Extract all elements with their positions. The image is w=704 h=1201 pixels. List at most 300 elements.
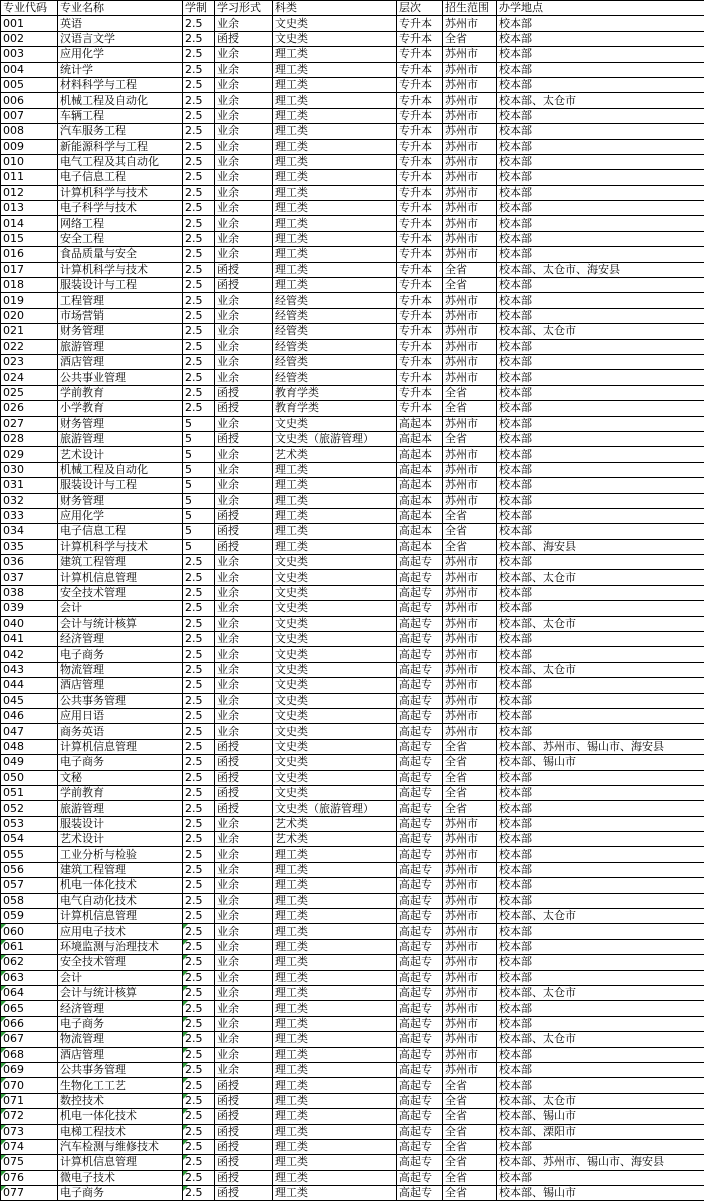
level-cell: 专升本	[397, 62, 443, 77]
duration-cell: 2.5	[183, 647, 215, 662]
major-cell: 机械工程及自动化	[58, 93, 183, 108]
location-cell: 校本部	[497, 385, 704, 400]
code-cell: 026	[1, 401, 58, 416]
scope-cell: 全省	[443, 401, 497, 416]
table-row	[1, 1186, 704, 1201]
duration-cell: 2.5	[183, 678, 215, 693]
location-cell: 校本部、锡山市	[497, 755, 704, 770]
duration-cell: 2.5	[183, 62, 215, 77]
code-cell: 008	[1, 124, 58, 139]
location-cell: 校本部	[497, 493, 704, 508]
major-cell: 服装设计	[58, 816, 183, 831]
category-cell: 文史类	[273, 708, 397, 723]
category-cell: 经管类	[273, 339, 397, 354]
code-cell: 066	[1, 1016, 58, 1031]
study-form-cell: 业余	[215, 139, 273, 154]
level-cell: 专升本	[397, 278, 443, 293]
scope-cell: 苏州市	[443, 354, 497, 369]
code-cell: 020	[1, 308, 58, 323]
code-cell: 061	[1, 939, 58, 954]
duration-cell: 2.5	[183, 616, 215, 631]
major-cell: 服装设计与工程	[58, 278, 183, 293]
scope-cell: 全省	[443, 785, 497, 800]
code-cell: 033	[1, 508, 58, 523]
category-cell: 理工类	[273, 924, 397, 939]
duration-cell: 5	[183, 493, 215, 508]
location-cell: 校本部	[497, 939, 704, 954]
location-cell: 校本部	[497, 308, 704, 323]
location-cell: 校本部	[497, 124, 704, 139]
table-row	[1, 647, 704, 662]
code-cell: 032	[1, 493, 58, 508]
location-cell: 校本部	[497, 139, 704, 154]
duration-cell: 2.5	[183, 1078, 215, 1093]
code-cell: 071	[1, 1093, 58, 1108]
table-row	[1, 47, 704, 62]
study-form-cell: 业余	[215, 616, 273, 631]
level-cell: 专升本	[397, 324, 443, 339]
code-cell: 039	[1, 601, 58, 616]
category-cell: 理工类	[273, 493, 397, 508]
study-form-cell: 业余	[215, 247, 273, 262]
study-form-cell: 函授	[215, 1139, 273, 1154]
table-row	[1, 708, 704, 723]
study-form-cell: 业余	[215, 339, 273, 354]
duration-cell: 2.5	[183, 124, 215, 139]
level-cell: 高起专	[397, 585, 443, 600]
duration-cell: 2.5	[183, 801, 215, 816]
level-cell: 高起专	[397, 847, 443, 862]
major-cell: 物流管理	[58, 1032, 183, 1047]
level-cell: 高起专	[397, 1047, 443, 1062]
study-form-cell: 业余	[215, 108, 273, 123]
table-row	[1, 154, 704, 169]
code-cell: 029	[1, 447, 58, 462]
major-cell: 艺术设计	[58, 447, 183, 462]
duration-cell: 2.5	[183, 1016, 215, 1031]
scope-cell: 苏州市	[443, 216, 497, 231]
table-row	[1, 1109, 704, 1124]
location-cell: 校本部	[497, 693, 704, 708]
major-cell: 文秘	[58, 770, 183, 785]
table-row	[1, 262, 704, 277]
location-cell: 校本部	[497, 170, 704, 185]
location-cell: 校本部	[497, 585, 704, 600]
major-cell: 新能源科学与工程	[58, 139, 183, 154]
duration-cell: 2.5	[183, 247, 215, 262]
code-cell: 021	[1, 324, 58, 339]
duration-cell: 2.5	[183, 139, 215, 154]
location-cell: 校本部	[497, 47, 704, 62]
study-form-cell: 业余	[215, 354, 273, 369]
table-row	[1, 431, 704, 446]
table-row	[1, 278, 704, 293]
study-form-cell: 业余	[215, 293, 273, 308]
location-cell: 校本部	[497, 447, 704, 462]
level-cell: 高起专	[397, 893, 443, 908]
table-row	[1, 955, 704, 970]
study-form-cell: 业余	[215, 1016, 273, 1031]
study-form-cell: 函授	[215, 539, 273, 554]
level-cell: 高起专	[397, 662, 443, 677]
study-form-cell: 业余	[215, 447, 273, 462]
level-cell: 专升本	[397, 108, 443, 123]
code-cell: 048	[1, 739, 58, 754]
code-cell: 044	[1, 678, 58, 693]
level-cell: 专升本	[397, 154, 443, 169]
location-cell: 校本部	[497, 216, 704, 231]
code-cell: 055	[1, 847, 58, 862]
study-form-cell: 业余	[215, 231, 273, 246]
duration-cell: 2.5	[183, 909, 215, 924]
category-cell: 理工类	[273, 986, 397, 1001]
level-cell: 高起专	[397, 1001, 443, 1016]
major-cell: 电子信息工程	[58, 524, 183, 539]
category-cell: 理工类	[273, 77, 397, 92]
table-row	[1, 939, 704, 954]
level-cell: 高起专	[397, 832, 443, 847]
location-cell: 校本部	[497, 1047, 704, 1062]
location-cell: 校本部	[497, 293, 704, 308]
location-cell: 校本部	[497, 1170, 704, 1185]
scope-cell: 全省	[443, 739, 497, 754]
scope-cell: 苏州市	[443, 124, 497, 139]
scope-cell: 苏州市	[443, 139, 497, 154]
location-cell: 校本部	[497, 478, 704, 493]
duration-cell: 2.5	[183, 1047, 215, 1062]
scope-cell: 苏州市	[443, 77, 497, 92]
category-cell: 理工类	[273, 185, 397, 200]
study-form-cell: 业余	[215, 924, 273, 939]
table-row	[1, 986, 704, 1001]
code-cell: 054	[1, 832, 58, 847]
category-cell: 理工类	[273, 1170, 397, 1185]
study-form-cell: 函授	[215, 401, 273, 416]
scope-cell: 苏州市	[443, 1016, 497, 1031]
code-cell: 036	[1, 555, 58, 570]
duration-cell: 2.5	[183, 785, 215, 800]
duration-cell: 5	[183, 462, 215, 477]
study-form-cell: 业余	[215, 570, 273, 585]
category-cell: 文史类（旅游管理）	[273, 801, 397, 816]
category-cell: 理工类	[273, 524, 397, 539]
code-cell: 035	[1, 539, 58, 554]
location-cell: 校本部	[497, 816, 704, 831]
duration-cell: 2.5	[183, 770, 215, 785]
category-cell: 理工类	[273, 1093, 397, 1108]
study-form-cell: 函授	[215, 785, 273, 800]
level-cell: 专升本	[397, 201, 443, 216]
level-cell: 高起专	[397, 693, 443, 708]
duration-cell: 2.5	[183, 708, 215, 723]
duration-cell: 2.5	[183, 170, 215, 185]
level-cell: 专升本	[397, 385, 443, 400]
table-row	[1, 616, 704, 631]
category-cell: 理工类	[273, 462, 397, 477]
location-cell: 校本部、苏州市、锡山市、海安县	[497, 1155, 704, 1170]
duration-cell: 5	[183, 508, 215, 523]
study-form-cell: 业余	[215, 585, 273, 600]
category-cell: 理工类	[273, 139, 397, 154]
code-cell: 057	[1, 878, 58, 893]
scope-cell: 苏州市	[443, 370, 497, 385]
category-cell: 理工类	[273, 1016, 397, 1031]
major-cell: 商务英语	[58, 724, 183, 739]
scope-cell: 苏州市	[443, 447, 497, 462]
level-cell: 高起专	[397, 1139, 443, 1154]
duration-cell: 2.5	[183, 231, 215, 246]
study-form-cell: 业余	[215, 955, 273, 970]
major-cell: 财务管理	[58, 416, 183, 431]
major-cell: 财务管理	[58, 493, 183, 508]
scope-cell: 全省	[443, 770, 497, 785]
scope-cell: 苏州市	[443, 416, 497, 431]
table-row	[1, 739, 704, 754]
scope-cell: 苏州市	[443, 939, 497, 954]
study-form-cell: 业余	[215, 47, 273, 62]
code-cell: 067	[1, 1032, 58, 1047]
table-row	[1, 816, 704, 831]
study-form-cell: 函授	[215, 1109, 273, 1124]
table-row	[1, 524, 704, 539]
scope-cell: 苏州市	[443, 308, 497, 323]
category-cell: 文史类（旅游管理）	[273, 431, 397, 446]
study-form-cell: 业余	[215, 170, 273, 185]
location-cell: 校本部	[497, 416, 704, 431]
level-cell: 高起本	[397, 478, 443, 493]
table-row	[1, 632, 704, 647]
table-row	[1, 893, 704, 908]
duration-cell: 2.5	[183, 354, 215, 369]
duration-cell: 2.5	[183, 77, 215, 92]
category-cell: 文史类	[273, 601, 397, 616]
scope-cell: 全省	[443, 755, 497, 770]
duration-cell: 2.5	[183, 1186, 215, 1201]
location-cell: 校本部、太仓市	[497, 662, 704, 677]
major-cell: 计算机科学与技术	[58, 539, 183, 554]
location-cell: 校本部、海安县	[497, 539, 704, 554]
category-cell: 理工类	[273, 124, 397, 139]
level-cell: 高起专	[397, 816, 443, 831]
scope-cell: 全省	[443, 1093, 497, 1108]
major-cell: 环境监测与治理技术	[58, 939, 183, 954]
code-cell: 034	[1, 524, 58, 539]
level-cell: 专升本	[397, 170, 443, 185]
level-cell: 高起专	[397, 1109, 443, 1124]
duration-cell: 5	[183, 478, 215, 493]
table-row	[1, 93, 704, 108]
major-cell: 计算机信息管理	[58, 570, 183, 585]
location-cell: 校本部	[497, 508, 704, 523]
study-form-cell: 业余	[215, 493, 273, 508]
category-cell: 理工类	[273, 47, 397, 62]
code-cell: 049	[1, 755, 58, 770]
study-form-cell: 业余	[215, 847, 273, 862]
study-form-cell: 业余	[215, 816, 273, 831]
code-cell: 027	[1, 416, 58, 431]
location-cell: 校本部	[497, 278, 704, 293]
category-cell: 理工类	[273, 201, 397, 216]
table-row	[1, 662, 704, 677]
level-cell: 高起专	[397, 1062, 443, 1077]
table-row	[1, 1032, 704, 1047]
category-cell: 理工类	[273, 231, 397, 246]
major-cell: 生物化工工艺	[58, 1078, 183, 1093]
location-cell: 校本部、锡山市	[497, 1109, 704, 1124]
code-cell: 002	[1, 31, 58, 46]
category-cell: 文史类	[273, 739, 397, 754]
study-form-cell: 业余	[215, 62, 273, 77]
major-cell: 电气自动化技术	[58, 893, 183, 908]
duration-cell: 2.5	[183, 308, 215, 323]
code-cell: 007	[1, 108, 58, 123]
major-cell: 经济管理	[58, 1001, 183, 1016]
duration-cell: 2.5	[183, 154, 215, 169]
category-cell: 教育学类	[273, 401, 397, 416]
location-cell: 校本部、太仓市	[497, 570, 704, 585]
duration-cell: 2.5	[183, 185, 215, 200]
study-form-cell: 业余	[215, 478, 273, 493]
code-cell: 006	[1, 93, 58, 108]
table-row	[1, 832, 704, 847]
study-form-cell: 函授	[215, 278, 273, 293]
duration-cell: 2.5	[183, 739, 215, 754]
major-cell: 材料科学与工程	[58, 77, 183, 92]
scope-cell: 苏州市	[443, 616, 497, 631]
scope-cell: 苏州市	[443, 16, 497, 31]
level-cell: 专升本	[397, 401, 443, 416]
header-study-form: 学习形式	[215, 1, 273, 16]
category-cell: 艺术类	[273, 447, 397, 462]
scope-cell: 苏州市	[443, 909, 497, 924]
major-cell: 物流管理	[58, 662, 183, 677]
location-cell: 校本部	[497, 955, 704, 970]
major-cell: 会计与统计核算	[58, 986, 183, 1001]
code-cell: 041	[1, 632, 58, 647]
code-cell: 073	[1, 1124, 58, 1139]
code-cell: 059	[1, 909, 58, 924]
category-cell: 文史类	[273, 16, 397, 31]
category-cell: 艺术类	[273, 816, 397, 831]
table-row	[1, 801, 704, 816]
level-cell: 高起专	[397, 955, 443, 970]
scope-cell: 苏州市	[443, 185, 497, 200]
major-cell: 酒店管理	[58, 354, 183, 369]
code-cell: 069	[1, 1062, 58, 1077]
scope-cell: 苏州市	[443, 647, 497, 662]
study-form-cell: 函授	[215, 431, 273, 446]
scope-cell: 全省	[443, 801, 497, 816]
location-cell: 校本部	[497, 801, 704, 816]
major-cell: 应用化学	[58, 508, 183, 523]
scope-cell: 苏州市	[443, 862, 497, 877]
location-cell: 校本部	[497, 231, 704, 246]
level-cell: 专升本	[397, 216, 443, 231]
code-cell: 037	[1, 570, 58, 585]
study-form-cell: 业余	[215, 201, 273, 216]
code-cell: 024	[1, 370, 58, 385]
major-cell: 电气工程及其自动化	[58, 154, 183, 169]
level-cell: 专升本	[397, 354, 443, 369]
study-form-cell: 函授	[215, 801, 273, 816]
major-cell: 车辆工程	[58, 108, 183, 123]
study-form-cell: 函授	[215, 1155, 273, 1170]
code-cell: 047	[1, 724, 58, 739]
code-cell: 004	[1, 62, 58, 77]
duration-cell: 2.5	[183, 862, 215, 877]
scope-cell: 苏州市	[443, 924, 497, 939]
major-cell: 建筑工程管理	[58, 862, 183, 877]
level-cell: 高起专	[397, 770, 443, 785]
location-cell: 校本部	[497, 370, 704, 385]
location-cell: 校本部	[497, 185, 704, 200]
study-form-cell: 业余	[215, 1001, 273, 1016]
duration-cell: 2.5	[183, 847, 215, 862]
major-cell: 计算机信息管理	[58, 1155, 183, 1170]
major-cell: 小学教育	[58, 401, 183, 416]
level-cell: 专升本	[397, 339, 443, 354]
location-cell: 校本部、太仓市	[497, 1032, 704, 1047]
level-cell: 专升本	[397, 139, 443, 154]
scope-cell: 苏州市	[443, 662, 497, 677]
study-form-cell: 业余	[215, 862, 273, 877]
category-cell: 理工类	[273, 247, 397, 262]
scope-cell: 全省	[443, 1186, 497, 1201]
table-row	[1, 1093, 704, 1108]
table-row	[1, 1124, 704, 1139]
scope-cell: 全省	[443, 1170, 497, 1185]
table-row	[1, 862, 704, 877]
duration-cell: 2.5	[183, 662, 215, 677]
duration-cell: 2.5	[183, 878, 215, 893]
location-cell: 校本部、太仓市	[497, 324, 704, 339]
study-form-cell: 业余	[215, 370, 273, 385]
level-cell: 高起本	[397, 508, 443, 523]
table-row	[1, 785, 704, 800]
table-row	[1, 493, 704, 508]
duration-cell: 2.5	[183, 278, 215, 293]
major-cell: 计算机信息管理	[58, 909, 183, 924]
location-cell: 校本部	[497, 108, 704, 123]
location-cell: 校本部	[497, 401, 704, 416]
duration-cell: 2.5	[183, 216, 215, 231]
level-cell: 高起专	[397, 632, 443, 647]
location-cell: 校本部	[497, 462, 704, 477]
category-cell: 文史类	[273, 693, 397, 708]
study-form-cell: 业余	[215, 1047, 273, 1062]
code-cell: 038	[1, 585, 58, 600]
code-cell: 019	[1, 293, 58, 308]
scope-cell: 全省	[443, 431, 497, 446]
scope-cell: 苏州市	[443, 324, 497, 339]
category-cell: 艺术类	[273, 832, 397, 847]
major-cell: 电子商务	[58, 755, 183, 770]
location-cell: 校本部	[497, 862, 704, 877]
major-cell: 安全工程	[58, 231, 183, 246]
code-cell: 065	[1, 1001, 58, 1016]
table-row	[1, 216, 704, 231]
level-cell: 专升本	[397, 370, 443, 385]
table-row	[1, 1155, 704, 1170]
scope-cell: 苏州市	[443, 970, 497, 985]
study-form-cell: 业余	[215, 986, 273, 1001]
major-cell: 电子信息工程	[58, 170, 183, 185]
scope-cell: 苏州市	[443, 555, 497, 570]
duration-cell: 2.5	[183, 693, 215, 708]
study-form-cell: 业余	[215, 555, 273, 570]
scope-cell: 苏州市	[443, 878, 497, 893]
major-cell: 网络工程	[58, 216, 183, 231]
